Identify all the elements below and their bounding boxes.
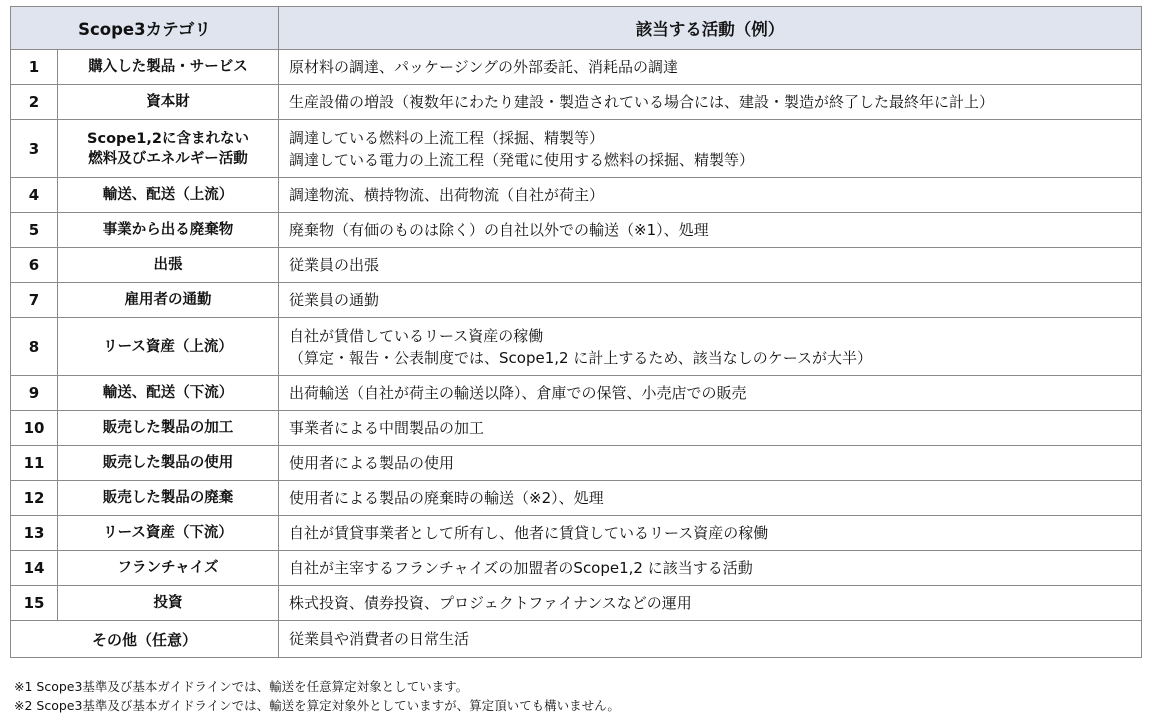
category-cell <box>58 318 279 376</box>
activity-cell <box>279 283 1142 318</box>
category-text: 販売した製品の使用 <box>102 455 234 471</box>
category-cell <box>58 446 279 481</box>
row-number: 4 <box>11 178 58 213</box>
activity-cell <box>279 376 1142 411</box>
activity-text: 調達物流、横持物流、出荷物流（自社が荷主） <box>289 186 605 204</box>
table-row <box>11 213 1142 248</box>
table-row-other <box>11 621 1142 658</box>
row-number: 5 <box>11 213 58 248</box>
row-number: 11 <box>11 446 58 481</box>
category-text: 事業から出る廃棄物 <box>102 222 234 238</box>
activity-text: 調達している燃料の上流工程（採掘、精製等） <box>289 128 605 147</box>
category-cell <box>58 481 279 516</box>
table-row <box>11 551 1142 586</box>
table-row <box>11 446 1142 481</box>
activity-cell <box>279 318 1142 376</box>
activity-text: 従業員の出張 <box>289 256 380 274</box>
activity-cell <box>279 178 1142 213</box>
category-text: 資本財 <box>146 94 190 110</box>
row-number: 12 <box>11 481 58 516</box>
category-cell <box>58 411 279 446</box>
activity-text: 自社が賃借しているリース資産の稼働 <box>289 326 544 345</box>
category-text: 輸送、配送（下流） <box>102 385 234 401</box>
category-text: 燃料及びエネルギー活動 <box>88 150 248 167</box>
category-cell <box>58 50 279 85</box>
category-text: 出張 <box>153 257 183 273</box>
table-row <box>11 178 1142 213</box>
activity-cell <box>279 551 1142 586</box>
row-number: 9 <box>11 376 58 411</box>
activity-cell <box>279 85 1142 120</box>
table-row <box>11 376 1142 411</box>
category-cell <box>58 120 279 178</box>
table-row <box>11 85 1142 120</box>
activity-text: 株式投資、債券投資、プロジェクトファイナンスなどの運用 <box>289 594 692 612</box>
row-number: 10 <box>11 411 58 446</box>
category-cell <box>58 178 279 213</box>
scope3-category-table <box>10 6 1142 658</box>
category-text: 販売した製品の加工 <box>102 420 234 436</box>
activity-text: 出荷輸送（自社が荷主の輸送以降）、倉庫での保管、小売店での販売 <box>289 384 747 402</box>
category-text: リース資産（下流） <box>103 525 233 541</box>
category-cell <box>58 283 279 318</box>
category-cell <box>58 376 279 411</box>
activity-text: 自社が主宰するフランチャイズの加盟者のScope1,2 に該当する活動 <box>289 559 753 577</box>
row-number: 15 <box>11 586 58 621</box>
category-cell <box>58 213 279 248</box>
footnotes <box>14 677 620 715</box>
table-row <box>11 283 1142 318</box>
category-text: 輸送、配送（上流） <box>102 187 234 203</box>
footnote-2: ※2 Scope3基準及び基本ガイドラインでは、輸送を算定対象外としていますが、算定頂いても構いません。 <box>14 698 620 713</box>
row-number: 7 <box>11 283 58 318</box>
category-cell <box>58 85 279 120</box>
activity-cell <box>279 586 1142 621</box>
row-number: 6 <box>11 248 58 283</box>
activity-text: 使用者による製品の廃棄時の輸送（※2）、処理 <box>289 489 604 507</box>
row-number: 14 <box>11 551 58 586</box>
category-cell <box>58 551 279 586</box>
table-row <box>11 120 1142 178</box>
activity-cell <box>279 248 1142 283</box>
category-cell <box>58 248 279 283</box>
table-row <box>11 248 1142 283</box>
category-cell <box>58 586 279 621</box>
category-text: Scope1,2に含まれない <box>87 130 249 147</box>
category-text: リース資産（上流） <box>103 338 233 355</box>
category-text: 販売した製品の廃棄 <box>102 490 234 506</box>
table-row <box>11 318 1142 376</box>
table-row <box>11 481 1142 516</box>
header-category: Scope3カテゴリ <box>11 7 279 50</box>
row-number: 8 <box>11 318 58 376</box>
category-text: 投資 <box>153 595 183 611</box>
activity-cell <box>279 411 1142 446</box>
activity-text: 自社が賃貸事業者として所有し、他者に賃貸しているリース資産の稼働 <box>289 524 769 542</box>
other-activity-cell: 従業員や消費者の日常生活 <box>279 621 1142 658</box>
activity-cell <box>279 213 1142 248</box>
category-text: 購入した製品・サービス <box>88 59 248 75</box>
footnote-1: ※1 Scope3基準及び基本ガイドラインでは、輸送を任意算定対象としています。 <box>14 679 469 694</box>
table-row <box>11 411 1142 446</box>
activity-text: 使用者による製品の使用 <box>289 454 455 472</box>
category-text: 雇用者の通勤 <box>124 292 212 308</box>
table-row <box>11 516 1142 551</box>
activity-cell <box>279 481 1142 516</box>
header-activity: 該当する活動（例） <box>279 7 1142 50</box>
row-number: 2 <box>11 85 58 120</box>
activity-text: 従業員の通勤 <box>289 291 380 309</box>
activity-text: 原材料の調達、パッケージングの外部委託、消耗品の調達 <box>289 58 679 76</box>
table-body <box>11 50 1142 658</box>
activity-cell <box>279 50 1142 85</box>
activity-text: 生産設備の増設（複数年にわたり建設・製造されている場合には、建設・製造が終了した最終年に計上） <box>289 93 995 111</box>
row-number: 3 <box>11 120 58 178</box>
row-number: 1 <box>11 50 58 85</box>
table-header-row <box>11 7 1142 50</box>
row-number: 13 <box>11 516 58 551</box>
other-category-cell: その他（任意） <box>11 621 279 658</box>
activity-text: 事業者による中間製品の加工 <box>289 419 485 437</box>
category-cell <box>58 516 279 551</box>
activity-text: 調達している電力の上流工程（発電に使用する燃料の採掘、精製等） <box>289 150 755 169</box>
activity-text: 廃棄物（有価のものは除く）の自社以外での輸送（※1）、処理 <box>289 221 709 239</box>
activity-cell <box>279 120 1142 178</box>
table-row <box>11 50 1142 85</box>
activity-cell <box>279 446 1142 481</box>
table-row <box>11 586 1142 621</box>
category-text: フランチャイズ <box>117 560 219 576</box>
activity-text: （算定・報告・公表制度では、Scope1,2 に計上するため、該当なしのケースが大半） <box>289 348 872 367</box>
activity-cell <box>279 516 1142 551</box>
